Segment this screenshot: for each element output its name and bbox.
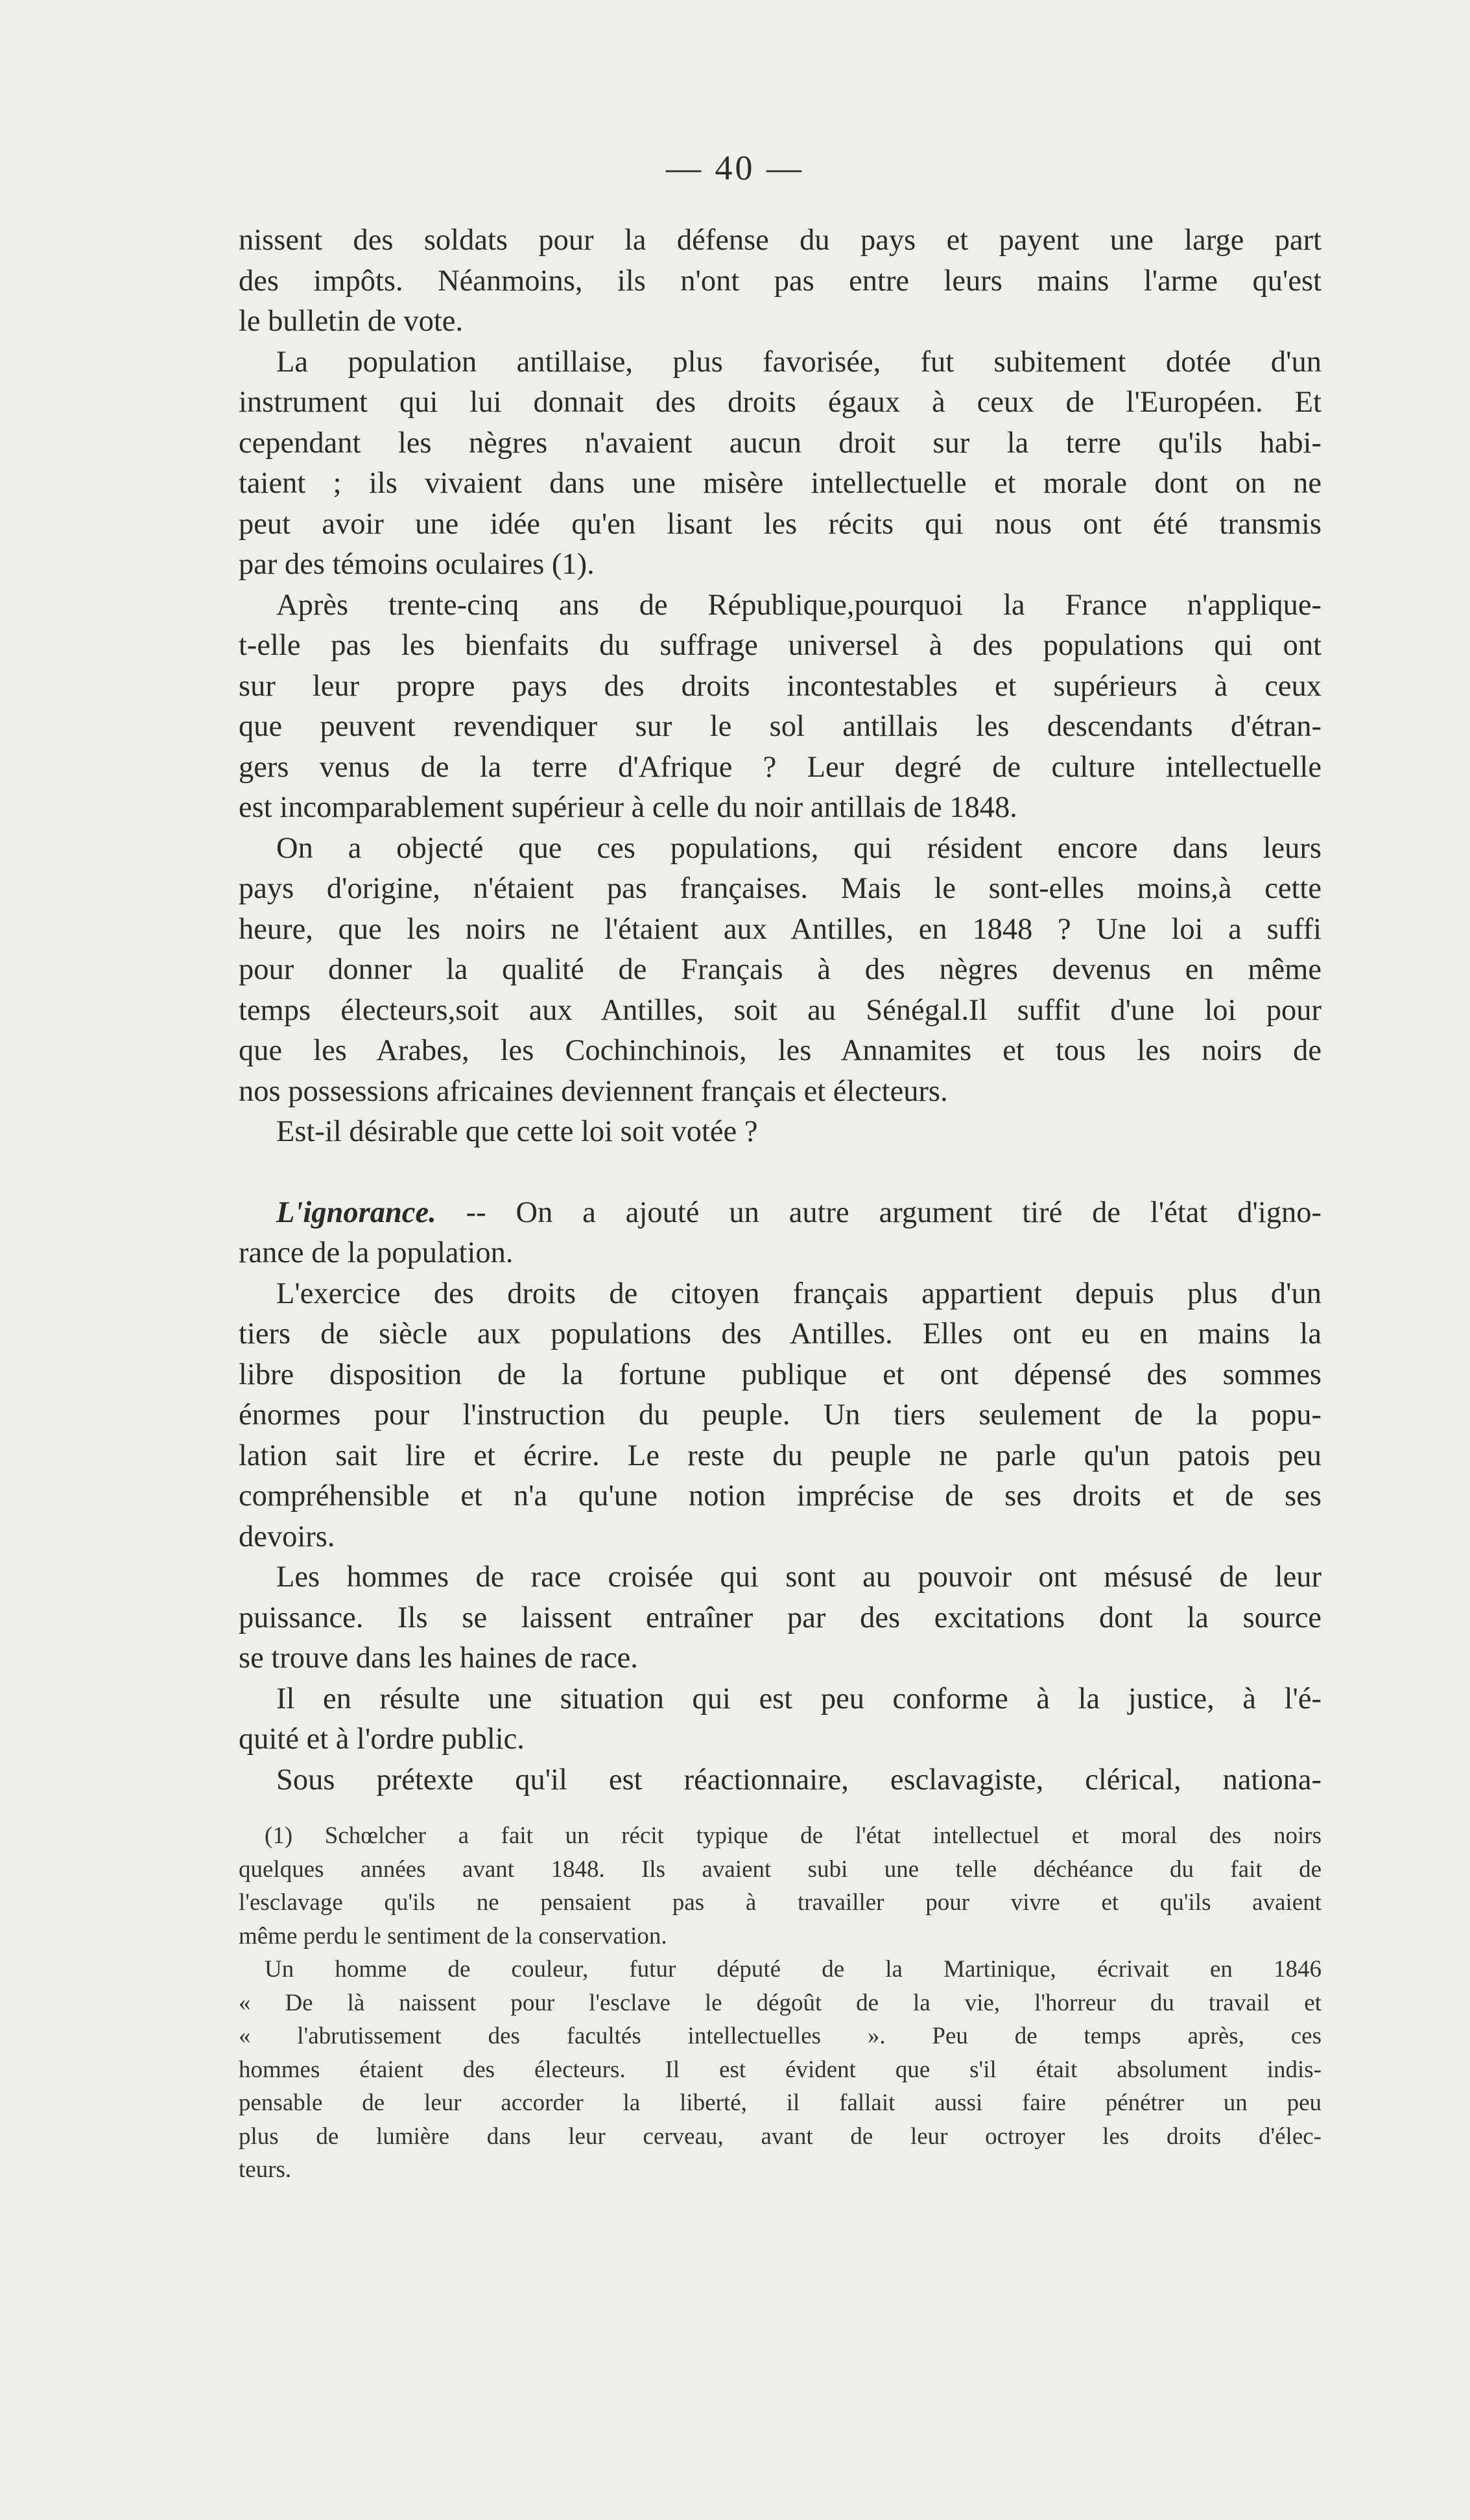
text-line: énormes pour l'instruction du peuple. Un tiers seulement de la popu- xyxy=(239,1398,1322,1431)
text-line: puissance. Ils se laissent entraîner par des excitations dont la source xyxy=(239,1601,1322,1634)
text-line: temps électeurs,soit aux Antilles, soit au Sénégal.Il suffit d'une loi pour xyxy=(239,993,1322,1027)
text-line: libre disposition de la fortune publique et ont dépensé des sommes xyxy=(239,1358,1322,1391)
text-line: heure, que les noirs ne l'étaient aux Antilles, en 1848 ? Une loi a suffi xyxy=(239,912,1322,946)
text-line: L'exercice des droits de citoyen français appartient depuis plus d'un xyxy=(276,1277,1322,1310)
section-spacer xyxy=(239,1153,1322,1193)
footnote-line: (1) Schœlcher a fait un récit typique de l'état intellectuel et moral des noirs xyxy=(265,1822,1322,1849)
text-line: -- On a ajouté un autre argument tiré de l'état d'igno- xyxy=(466,1195,1322,1229)
text-line: rance de la population. xyxy=(239,1236,514,1269)
text-line: Après trente-cinq ans de République,pourquoi la France n'applique- xyxy=(276,588,1322,622)
text-line: Sous prétexte qu'il est réactionnaire, esclavagiste, clérical, nationa- xyxy=(276,1763,1322,1796)
page-number: — 40 — xyxy=(666,148,804,187)
footnote-line: Un homme de couleur, futur député de la Martinique, écrivait en 1846 xyxy=(265,1956,1322,1983)
text-line: sur leur propre pays des droits incontestables et supérieurs à ceux xyxy=(239,669,1322,703)
text-line: des impôts. Néanmoins, ils n'ont pas entre leurs mains l'arme qu'est xyxy=(239,264,1322,298)
text-line: devoirs. xyxy=(239,1520,335,1553)
text-line: quité et à l'ordre public. xyxy=(239,1723,525,1756)
main-text xyxy=(239,220,1322,1800)
footnote-line: teurs. xyxy=(239,2156,292,2183)
text-line: pour donner la qualité de Français à des nègres devenus en même xyxy=(239,953,1322,986)
footnote-line: hommes étaient des électeurs. Il est évident que s'il était absolument indis- xyxy=(239,2056,1322,2083)
footnote-line: même perdu le sentiment de la conservation. xyxy=(239,1922,667,1949)
text-line: Est-il désirable que cette loi soit votée ? xyxy=(276,1115,758,1148)
section-heading: L'ignorance. xyxy=(276,1195,436,1229)
text-line: lation sait lire et écrire. Le reste du peuple ne parle qu'un patois peu xyxy=(239,1439,1322,1472)
footnote-line: « l'abrutissement des facultés intellectuelles ». Peu de temps après, ces xyxy=(239,2023,1322,2049)
text-line: que peuvent revendiquer sur le sol antillais les descendants d'étran- xyxy=(239,710,1322,743)
text-line: par des témoins oculaires (1). xyxy=(239,548,595,581)
section-heading-line xyxy=(239,1193,1322,1234)
text-line: que les Arabes, les Cochinchinois, les Annamites et tous les noirs de xyxy=(239,1034,1322,1067)
text-line: nos possessions africaines deviennent français et électeurs. xyxy=(239,1074,948,1108)
footnote-line: l'esclavage qu'ils ne pensaient pas à travailler pour vivre et qu'ils avaient xyxy=(239,1889,1322,1916)
text-line: nissent des soldats pour la défense du pays et payent une large part xyxy=(239,224,1322,257)
footnote-line: quelques années avant 1848. Ils avaient subi une telle déchéance du fait de xyxy=(239,1855,1322,1883)
text-line: peut avoir une idée qu'en lisant les récits qui nous ont été transmis xyxy=(239,507,1322,541)
text-line: se trouve dans les haines de race. xyxy=(239,1642,638,1675)
text-line: tiers de siècle aux populations des Antilles. Elles ont eu en mains la xyxy=(239,1317,1322,1350)
text-line: instrument qui lui donnait des droits égaux à ceux de l'Européen. Et xyxy=(239,386,1322,419)
text-line: cependant les nègres n'avaient aucun droit sur la terre qu'ils habi- xyxy=(239,426,1322,460)
text-line: compréhensible et n'a qu'une notion imprécise de ses droits et de ses xyxy=(239,1479,1322,1513)
text-line: gers venus de la terre d'Afrique ? Leur degré de culture intellectuelle xyxy=(239,750,1322,784)
footnote-line: « De là naissent pour l'esclave le dégoût de la vie, l'horreur du travail et xyxy=(239,1989,1322,2016)
text-line: taient ; ils vivaient dans une misère intellectuelle et morale dont on ne xyxy=(239,467,1322,500)
text-line: On a objecté que ces populations, qui résident encore dans leurs xyxy=(276,831,1322,865)
text-line: pays d'origine, n'étaient pas françaises. Mais le sont-elles moins,à cette xyxy=(239,872,1322,905)
text-line: est incomparablement supérieur à celle du noir antillais de 1848. xyxy=(239,791,1017,824)
footnote-line: plus de lumière dans leur cerveau, avant de leur octroyer les droits d'élec- xyxy=(239,2123,1322,2150)
footnote-line: pensable de leur accorder la liberté, il fallait aussi faire pénétrer un peu xyxy=(239,2090,1322,2116)
text-line: le bulletin de vote. xyxy=(239,305,464,338)
text-line: t-elle pas les bienfaits du suffrage universel à des populations qui ont xyxy=(239,629,1322,662)
footnotes xyxy=(239,1819,1322,2187)
text-line: Les hommes de race croisée qui sont au pouvoir ont mésusé de leur xyxy=(276,1560,1322,1594)
text-line: Il en résulte une situation qui est peu conforme à la justice, à l'é- xyxy=(276,1682,1322,1715)
text-line: La population antillaise, plus favorisée, fut subitement dotée d'un xyxy=(276,345,1322,379)
